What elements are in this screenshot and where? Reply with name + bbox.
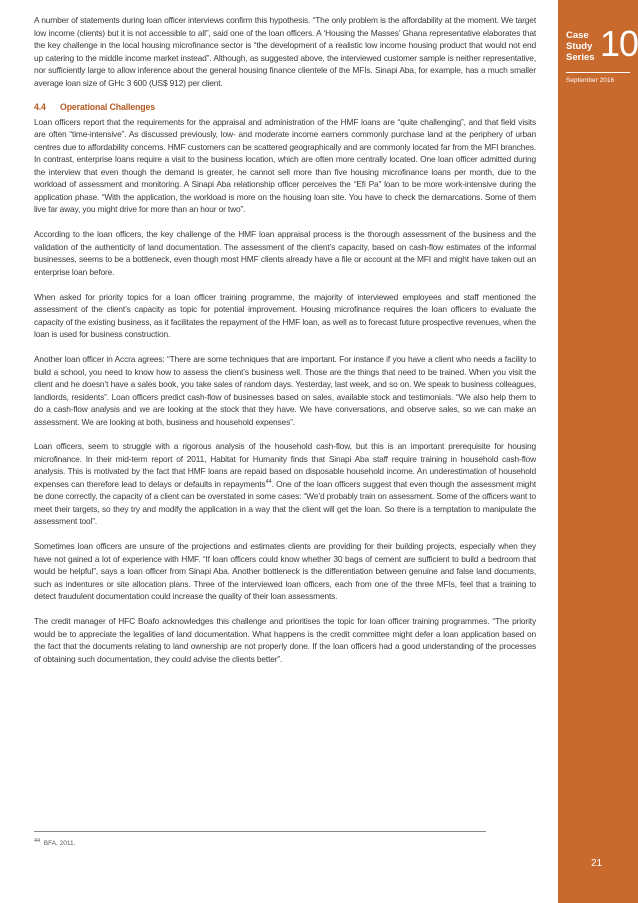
case-number: 10 [600,23,638,64]
paragraph-3: According to the loan officers, the key challenge of the HMF loan appraisal process is the thorough assessment of the business and the validation of the authenticity of land documentation. The assessment of the client’s capacity, based on cash-flow estimates of the informal businesses, seems to be a bottleneck, even though most HMF clients already have a file or account at the MFI and might have taken out an enterprise loan before. [34,229,536,277]
paragraph-2: Loan officers report that the requirements for the appraisal and administration of the HMF loans are “quite challenging”, and that field visits are often “time-intensive”. As discussed previously, low- and moderate income earners commonly purchase land at the periphery of urban centres due to affordability concerns. HMF customers can be scattered geographically and are commonly located far from the MFI branches. In contrast, enterprise loans require a visit to the business location, which are often more centrally located. One loan officer admitted during the interview that even though the demand is greater, he cannot sell more than five housing microfinance loans per month, due to the workload of assessment and monitoring. A Sinapi Aba relationship officer perceives the “Efi Pa” loan to be more work-intensive during the application phase. “With the application, the workload is more on the housing loan site. You have to check the demarcations. Some of them live far away, you might drive for more than an hour or two”. [34,116,536,215]
sidebar-band [558,0,638,903]
paragraph-6 [34,440,536,528]
paragraph-6-text-b: . One of the loan officers suggest that even though the assessment might be done correctly, the capacity of a client can be overstated in some cases: “We’d probably train on assessment. Some of the officers want to meet their targets, so they try and modify the application in a way that the client will get the loan. So there is a temptation to manipulate the assessment tool”. [34,478,537,527]
paragraph-5: Another loan officer in Accra agrees: “There are some techniques that are important. For instance if you have a client who needs a facility to build a school, you need to know how to assess the client’s business well. Those are the things that need to be trained. When you visit the client and he doesn’t have a sales book, you take sales of random days. Yesterday, last week, and so on. We speak to business colleagues, landlords, residents”. Loan officers predict cash-flow of businesses based on sales, available stock and testimonials. “We also help them to do a cash-flow analysis and we are looking at the stock that they have. We have conversations, and observe sales, so we can make an assessment. We are looking at both, business and household expenses”. [34,354,536,427]
paragraph-4: When asked for priority topics for a loan officer training programme, the majority of interviewed employees and staff mentioned the assessment of the client’s capacity as topic for potential improvement. Housing microfinance requires the loan officers to evaluate the capacity of the existing business, as it facilitates the repayment of the HMF loan, as well as to forecast future prospective revenues, when the loan is used for business construction. [34,291,536,340]
footnote-divider [34,831,486,832]
paragraph-8: The credit manager of HFC Boafo acknowledges this challenge and prioritises the topic for loan officer training programmes. “The priority would be to appreciate the legalities of land documentation. What happens is the credit committee might defer a loan application based on the fact that the documents relating to land ownership are not properly done. If the loan officers had a good understanding of the processes of obtaining such documentation, they could advise the clients better”. [34,616,536,664]
paragraph-6-text-a: Loan officers, seem to struggle with a rigorous analysis of the household cash-flow, but this is an important prerequisite for housing microfinance. In their mid-term report of 2011, Habitat for Humanity finds that Sinapi Aba staff require training in household cash-flow analysis. This is motivated by the fact that HMF loans are repaid based on disposable household income. An underestimation of household expenses can therefore lead to delays or defaults in repayments [34,441,536,489]
footnote-reference[interactable]: 44 [265,479,272,486]
paragraph-1: A number of statements during loan officer interviews confirm this hypothesis. “The only problem is the affordability at the moment. We target low income (clients) but it is not accessible to all”, said one of the loan officers. A ‘Housing the Masses’ Ghana representative elaborates that the key challenge in the local housing microfinance sector is “the development of a realistic low income housing product that would not end up catering to the middle income market instead”. Although, as suggested above, the interviewed customer sample is neither representative, nor sufficiently large to allow inference about the general housing finance clientele of the MFIs. Sinapi Aba, for example, has a much smaller average loan size of GHc 3 600 (US$ 912) per client. [34,15,536,88]
page-number: 21 [591,858,603,869]
case-study-series-label: Case Study Series [566,30,595,63]
section-title: Operational Challenges [60,102,155,113]
section-heading [34,101,536,114]
footnote [34,837,76,847]
section-number: 4.4 [34,102,46,113]
main-text [34,14,536,678]
sidebar-divider [566,72,630,73]
paragraph-7: Sometimes loan officers are unsure of the projections and estimates clients are providing for their building projects, especially when they have not gained a lot of experience with HMF. “If loan officers could know whether 30 bags of cement are sufficient to build a bedroom that would be helpful”, says a loan officer from Sinapi Aba. Another bottleneck is the differentiation between genuine and false land documents, such as indentures or site allocation plans. Three of the interviewed loan officers, each from one of the three MFIs, feel that a training to detect fraudulent documentation could increase the quality of their loan assessments. [34,541,536,602]
publication-date: September 2016 [566,77,615,84]
footnote-number: 44 [34,837,41,844]
footnote-text: BFA, 2011. [43,840,76,847]
